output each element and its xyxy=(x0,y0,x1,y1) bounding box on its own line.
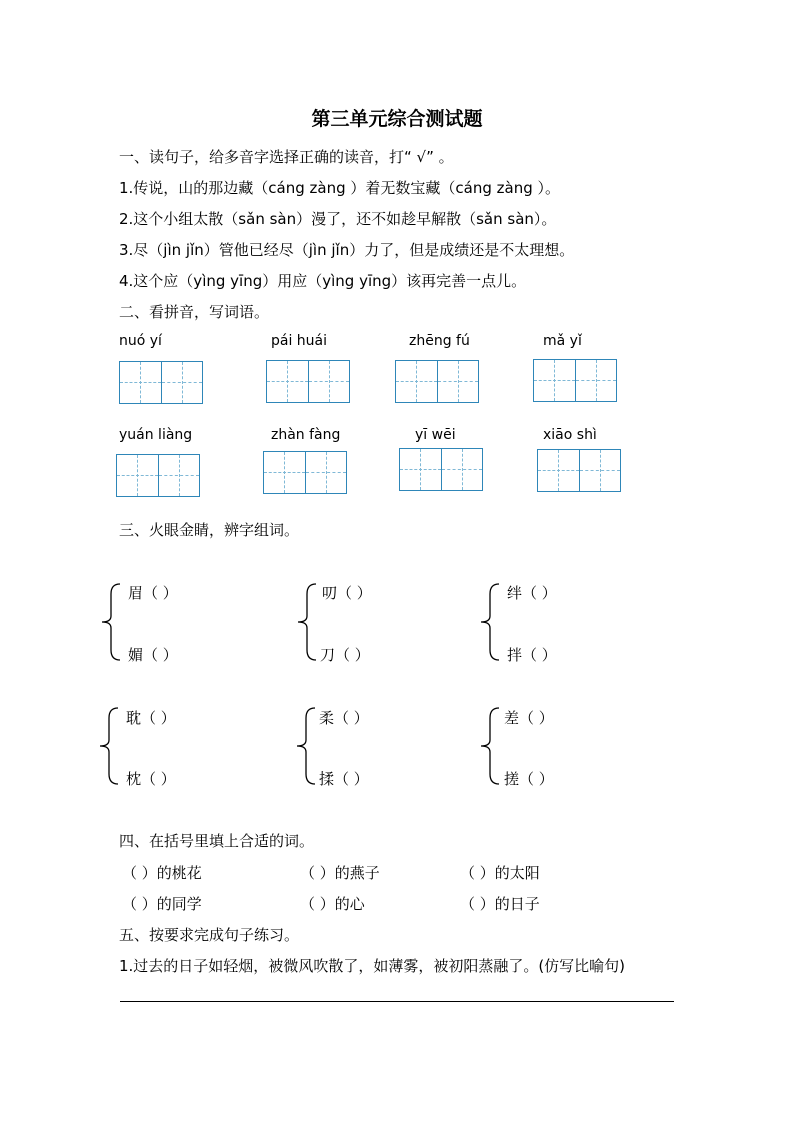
writing-grid[interactable] xyxy=(266,360,350,402)
brace-icon xyxy=(479,706,501,786)
answer-line[interactable] xyxy=(120,1001,674,1002)
section4-heading: 四、在括号里填上合适的词。 xyxy=(119,832,315,850)
pinyin-label: mǎ yǐ xyxy=(543,333,582,349)
section1-item-1: 1.传说，山的那边藏（cáng zàng ）着无数宝藏（cáng zàng ）。 xyxy=(119,179,561,197)
writing-grid[interactable] xyxy=(533,359,617,401)
brace-icon xyxy=(295,706,317,786)
section1-item-2: 2.这个小组太散（sǎn sàn）漫了，还不如趁早解散（sǎn sàn）。 xyxy=(119,210,557,228)
char-pair-bottom: 搓（ ） xyxy=(504,770,554,788)
brace-icon xyxy=(100,582,122,662)
fill-item: （ ）的桃花 xyxy=(122,864,202,882)
char-pair-bottom: 拌（ ） xyxy=(507,646,557,664)
pinyin-label: yuán liàng xyxy=(119,427,193,443)
char-pair-top: 绊（ ） xyxy=(507,584,557,602)
pinyin-label: zhàn fàng xyxy=(271,427,341,443)
writing-grid[interactable] xyxy=(537,449,621,491)
char-pair-top: 柔（ ） xyxy=(319,709,369,727)
page-title: 第三单元综合测试题 xyxy=(311,108,483,130)
fill-item: （ ）的太阳 xyxy=(460,864,540,882)
fill-item: （ ）的日子 xyxy=(460,895,540,913)
section1-item-3: 3.尽（jìn jǐn）管他已经尽（jìn jǐn）力了，但是成绩还是不太理想。 xyxy=(119,241,575,259)
char-pair-bottom: 媚（ ） xyxy=(128,646,178,664)
fill-item: （ ）的同学 xyxy=(122,895,202,913)
pinyin-label: pái huái xyxy=(271,333,328,349)
section3-heading: 三、火眼金睛，辨字组词。 xyxy=(119,521,300,539)
writing-grid[interactable] xyxy=(116,454,200,496)
writing-grid[interactable] xyxy=(395,360,479,402)
char-pair-bottom: 刀（ ） xyxy=(320,646,370,664)
fill-item: （ ）的燕子 xyxy=(300,864,380,882)
char-pair-bottom: 揉（ ） xyxy=(319,770,369,788)
char-pair-top: 眉（ ） xyxy=(128,584,178,602)
char-pair-top: 耽（ ） xyxy=(126,709,176,727)
pinyin-label: nuó yí xyxy=(119,333,162,349)
char-pair-bottom: 枕（ ） xyxy=(126,770,176,788)
brace-icon xyxy=(479,582,501,662)
section5-heading: 五、按要求完成句子练习。 xyxy=(119,926,300,944)
writing-grid[interactable] xyxy=(263,451,347,493)
section1-heading: 一、读句子，给多音字选择正确的读音，打“ √” 。 xyxy=(119,148,454,166)
pinyin-label: zhēng fú xyxy=(409,333,470,349)
brace-icon xyxy=(296,582,318,662)
pinyin-label: xiāo shì xyxy=(543,427,597,443)
section5-item-1: 1.过去的日子如轻烟，被微风吹散了，如薄雾，被初阳蒸融了。(仿写比喻句) xyxy=(119,957,626,975)
writing-grid[interactable] xyxy=(399,448,483,490)
section1-item-4: 4.这个应（yìng yīng）用应（yìng yīng）该再完善一点儿。 xyxy=(119,272,527,290)
section2-heading: 二、看拼音，写词语。 xyxy=(119,303,270,321)
pinyin-label: yī wēi xyxy=(415,427,456,443)
fill-item: （ ）的心 xyxy=(300,895,365,913)
char-pair-top: 差（ ） xyxy=(504,709,554,727)
brace-icon xyxy=(98,706,120,786)
writing-grid[interactable] xyxy=(119,361,203,403)
char-pair-top: 叨（ ） xyxy=(322,584,372,602)
